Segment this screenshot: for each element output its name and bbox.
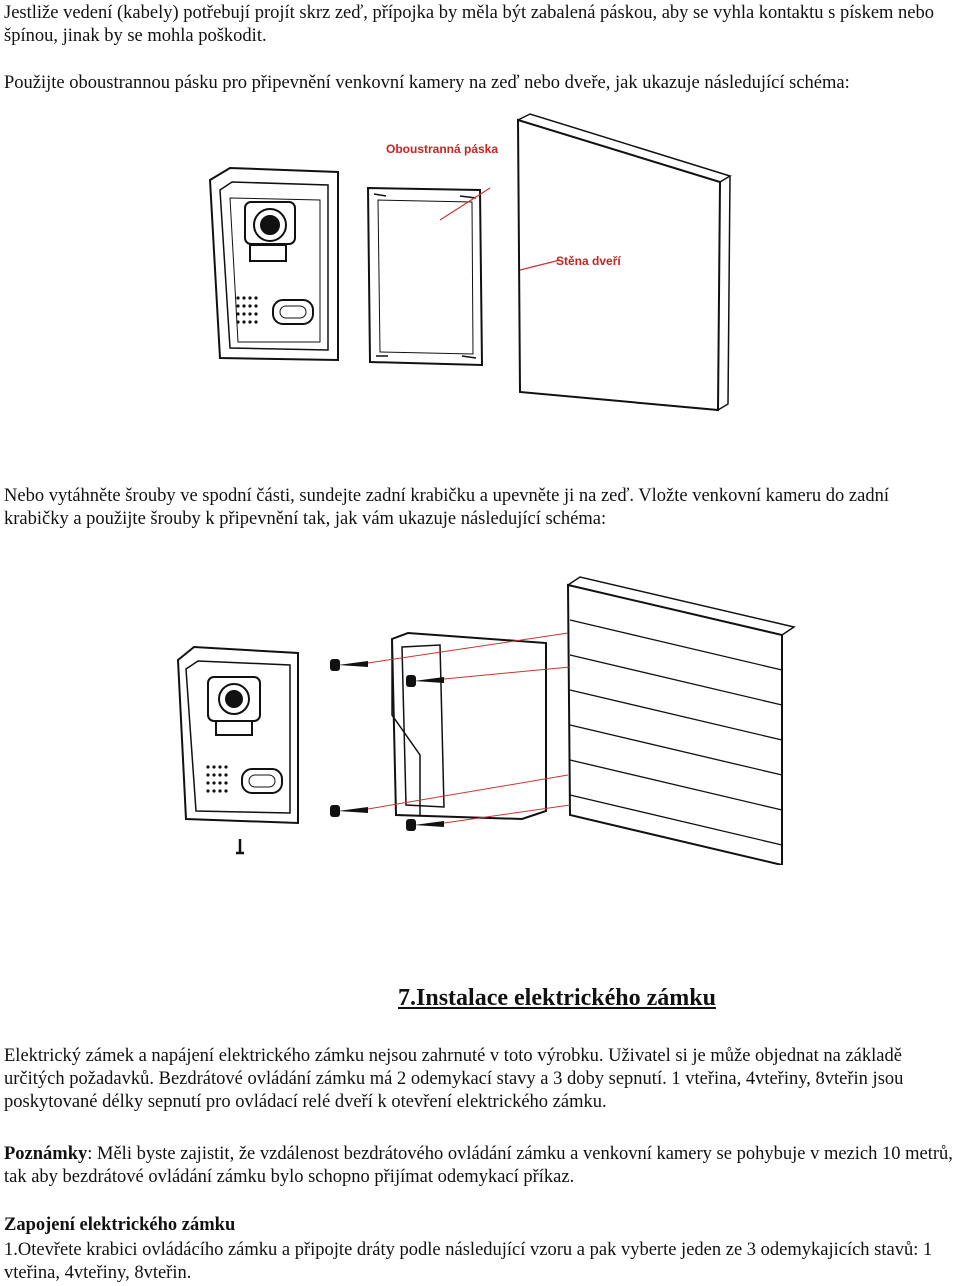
wiring-step-1: 1.Otevřete krabici ovládácího zámku a připojte dráty podle následující vzoru a pak vyberte jeden ze 3 odemykajicích stavů: 1 vteřina, 4vteřiny, 8vteřin. [4, 1240, 933, 1283]
camera-unit-illustration [178, 647, 298, 823]
outdoor-camera-illustration [210, 168, 338, 360]
screw-mounting-diagram [170, 575, 800, 865]
label-door-wall: Stěna dveří [556, 254, 621, 268]
section-heading-electric-lock: 7.Instalace elektrického zámku [398, 985, 716, 1011]
intro-cable-paragraph: Jestliže vedení (kabely) potřebují projít skrz zeď, přípojka by měla být zabalená páskou, aby se vyhla kontaktu s pískem nebo špínou, jinak by se mohla poškodit. [4, 3, 935, 46]
notes-text: : Měli byste zajistit, že vzdálenost bezdrátového ovládání zámku a venkovní kamery se pohybuje v mezich 10 metrů, tak aby bezdrátové ovládání zámku bylo schopno přijímat odemykací příkaz. [4, 1144, 953, 1187]
back-box-illustration [392, 633, 546, 819]
back-plate-illustration [368, 188, 482, 365]
notes-paragraph [4, 1143, 956, 1189]
screws [330, 659, 444, 831]
wiring-subheading: Zapojení elektrického zámku [4, 1215, 236, 1235]
tape-mounting-diagram [190, 110, 750, 455]
electric-lock-paragraph: Elektrický zámek a napájení elektrického zámku nejsou zahrnuté v toto výrobku. Uživatel si je může objednat na základě určitých požadavků. Bezdrátové ovládání zámku má 2 odemykací stavy a 3 doby sepnutí. 1 vteřina, 4vteřiny, 8vteřin jsou poskytované délky sepnutí pro ovládací relé dveří k otevření elektrického zámku. [4, 1046, 904, 1112]
screw-mounting-paragraph: Nebo vytáhněte šrouby ve spodní části, sundejte zadní krabičku a upevněte ji na zeď. Vložte venkovní kameru do zadní krabičky a použijte šrouby k připevnění tak, jak vám ukazuje následující schéma: [4, 486, 889, 529]
notes-label: Poznámky [4, 1144, 88, 1164]
label-double-sided-tape: Oboustranná páska [386, 142, 499, 156]
tape-mounting-paragraph: Použijte oboustrannou pásku pro připevnění venkovní kamery na zeď nebo dveře, jak ukazuje následující schéma: [4, 73, 850, 93]
